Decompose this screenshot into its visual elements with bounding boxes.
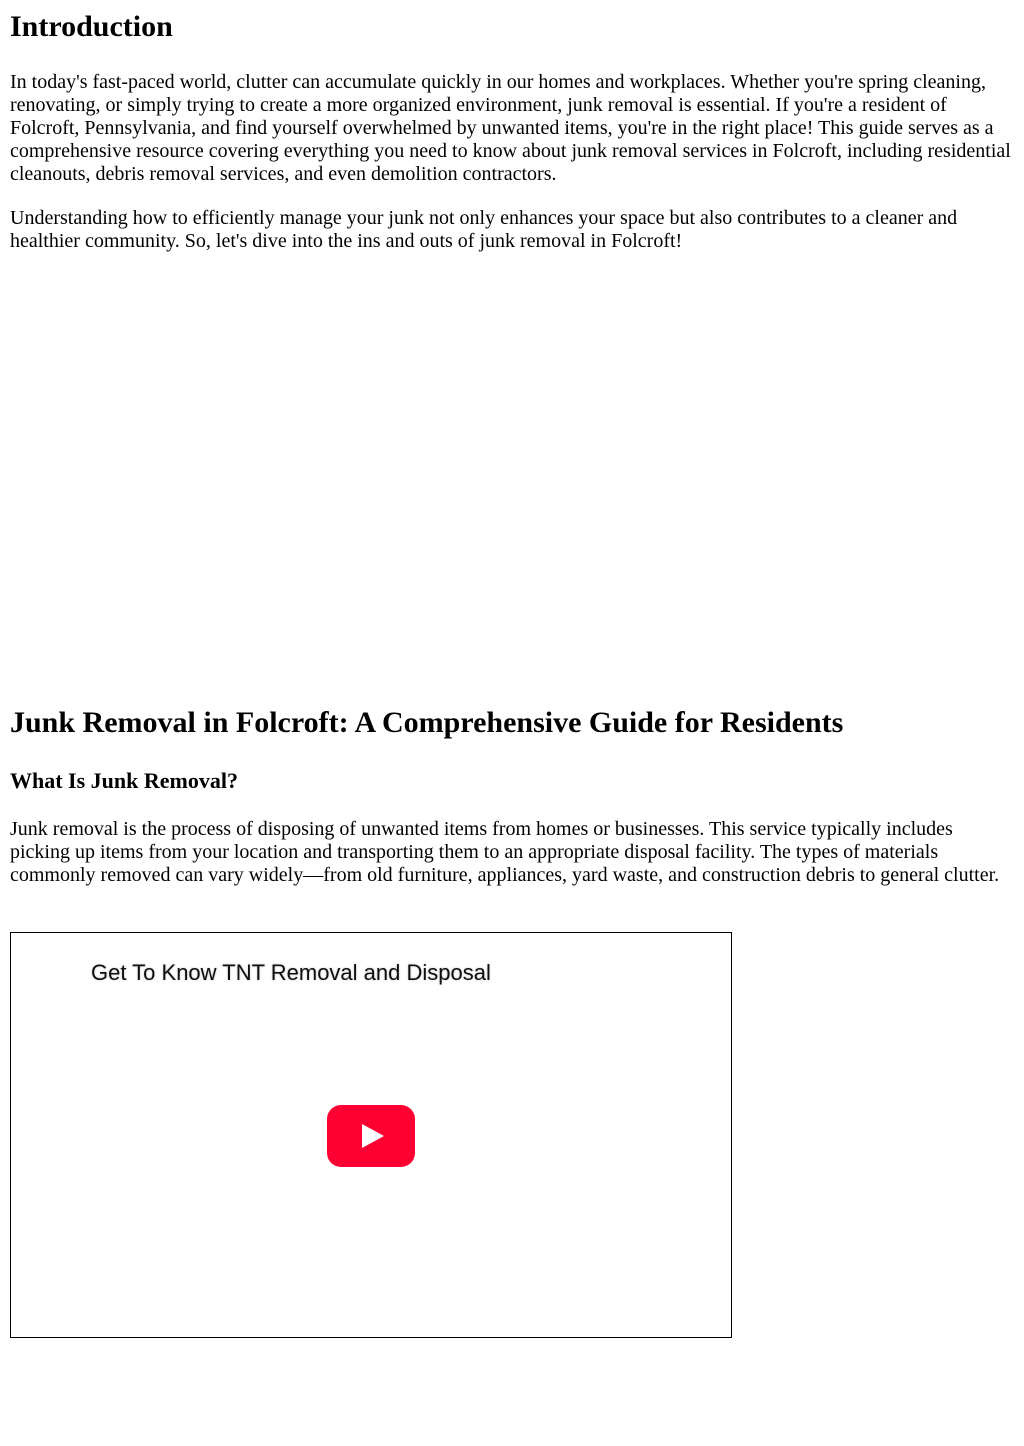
play-button[interactable]	[327, 1105, 415, 1167]
what-is-junk-removal-heading: What Is Junk Removal?	[10, 768, 238, 793]
youtube-video-embed[interactable]	[10, 932, 732, 1338]
intro-paragraph-2: Understanding how to efficiently manage your junk not only enhances your space but also contributes to a cleaner and healthier community. So, let's dive into the ins and outs of junk removal in Folcroft!	[10, 207, 958, 252]
junk-removal-definition-paragraph: Junk removal is the process of disposing of unwanted items from homes or businesses. This service typically includes picking up items from your location and transporting them to an appropriate disposal facility. The types of materials commonly removed can vary widely—from old furniture, appliances, yard waste, and construction debris to general clutter.	[10, 818, 1000, 886]
play-icon	[327, 1105, 415, 1167]
guide-heading: Junk Removal in Folcroft: A Comprehensive Guide for Residents	[10, 706, 844, 739]
intro-heading: Introduction	[10, 10, 173, 43]
video-title[interactable]: Get To Know TNT Removal and Disposal	[91, 960, 491, 985]
intro-paragraph: In today's fast-paced world, clutter can accumulate quickly in our homes and workplaces. Whether you're spring cleaning, renovating, or simply trying to create a more organized environment, junk removal is essential. If you're a resident of Folcroft, Pennsylvania, and find yourself overwhelmed by unwanted items, you're in the right place! This guide serves as a comprehensive resource covering everything you need to know about junk removal services in Folcroft, including residential cleanouts, debris removal services, and even demolition contractors.	[10, 71, 1011, 185]
